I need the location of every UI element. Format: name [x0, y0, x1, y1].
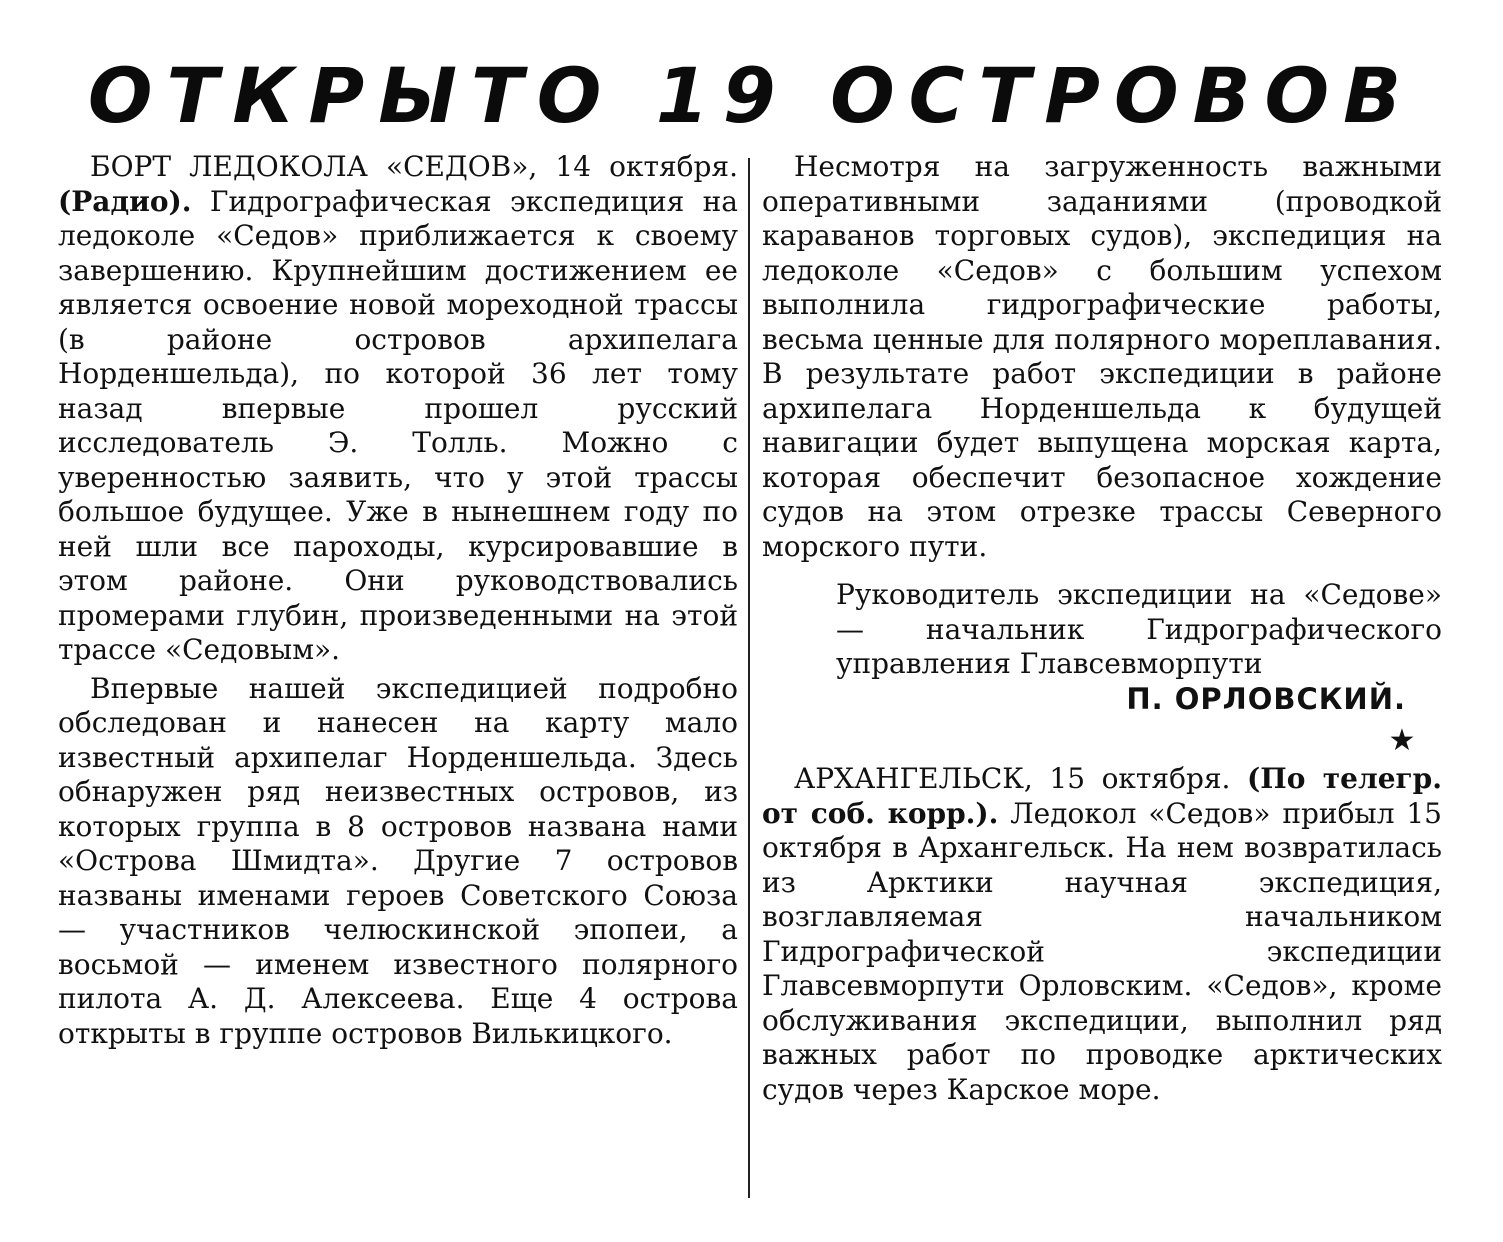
- paragraph-4-body: Ледокол «Седов» прибыл 15 октября в Архангельск. На нем возвратилась из Арктики научная экспедиция, возглавляемая начальником Гидрографической экспедиции Главсевморпути Орловским. «Седов», кроме обслуживания экспедиции, выполнил ряд важных работ по проводке арктических судов через Карское море.: [762, 796, 1442, 1106]
- headline: ОТКРЫТО 19 ОСТРОВОВ: [87, 51, 1416, 140]
- signature-name: П. ОРЛОВСКИЙ.: [1126, 681, 1406, 716]
- article-paragraph-1: [58, 150, 738, 668]
- source-radio: (Радио).: [58, 184, 192, 218]
- signature-block: [836, 578, 1442, 682]
- article-paragraph-4: [762, 762, 1442, 1107]
- signature-line: [762, 682, 1442, 717]
- right-column: [762, 150, 1442, 1107]
- separator: [762, 724, 1442, 758]
- signature-title: Руководитель экспедиции на «Седове» — начальник Гидрографического управления Главсевморпути: [836, 578, 1442, 680]
- star-icon: ★: [1388, 723, 1416, 758]
- column-divider: [748, 158, 750, 1198]
- left-column: [58, 150, 738, 1051]
- source-telegram: (По телегр. от соб. корр.).: [762, 762, 1443, 830]
- dateline-bort: БОРТ ЛЕДОКОЛА «СЕДОВ», 14 октября.: [90, 150, 738, 183]
- article-paragraph-3: Несмотря на загруженность важными оперативными заданиями (проводкой караванов торговых судов), экспедиция на ледоколе «Седов» с большим успехом выполнила гидрографические работы, весьма ценные для полярного мореплавания. В результате работ экспедиции в районе архипелага Норденшельда к будущей навигации будет выпущена морская карта, которая обеспечит безопасное хождение судов на этом отрезке трассы Северного морского пути.: [762, 150, 1442, 563]
- article-paragraph-2: Впервые нашей экспедицией подробно обследован и нанесен на карту мало известный архипелаг Норденшельда. Здесь обнаружен ряд неизвестных островов, из которых группа в 8 островов названа нами «Острова Шмидта». Другие 7 островов названы именами героев Советского Союза — участников челюскинской эпопеи, а восьмой — именем известного полярного пилота А. Д. Алексеева. Еще 4 острова открыты в группе островов Вилькицкого.: [58, 671, 738, 1050]
- dateline-arkhangelsk: АРХАНГЕЛЬСК, 15 октября.: [794, 762, 1231, 795]
- paragraph-1-body: Гидрографическая экспедиция на ледоколе «Седов» приближается к своему завершению. Крупнейшим достижением ее является освоение новой мореходной трассы (в районе островов архипелага Норденшельда), по которой 36 лет тому назад впервые прошел русский исследователь Э. Толль. Можно с уверенностью заявить, что у этой трассы большое будущее. Уже в нынешнем году по ней шли все пароходы, курсировавшие в этом районе. Они руководствовались промерами глубин, произведенными на этой трассе «Седовым».: [58, 184, 738, 666]
